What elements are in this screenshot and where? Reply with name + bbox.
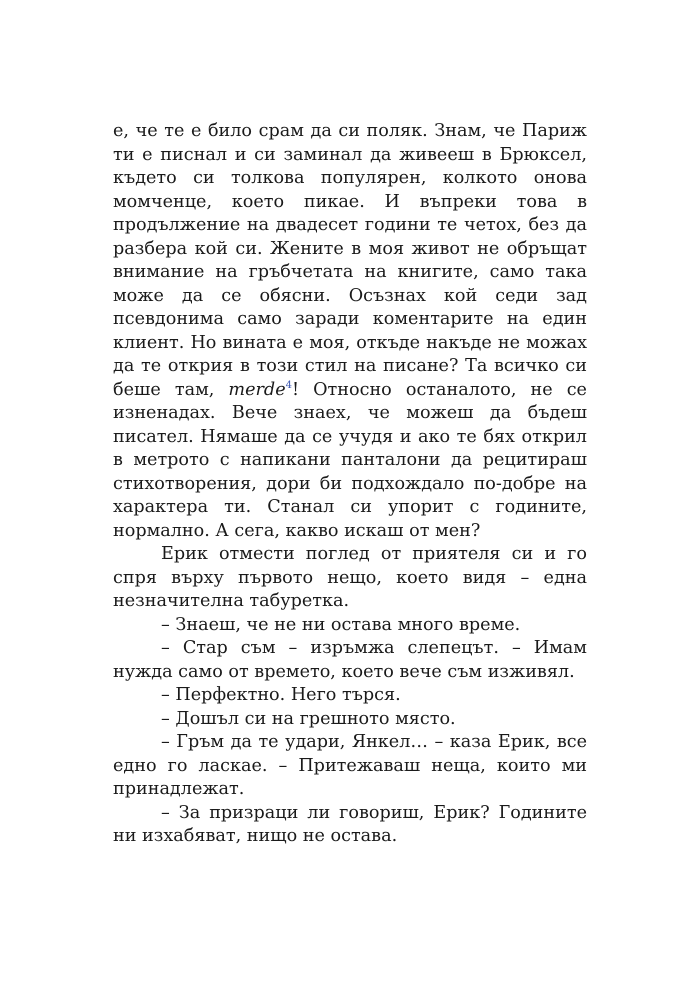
footnote-marker[interactable]: 4 [285, 379, 292, 391]
dialogue-line-1: – Знаеш, че не ни остава много време. [161, 614, 521, 635]
paragraph-1-text-start: е, че те е било срам да си поляк. Знам, че Париж ти е писнал и си заминал да живееш в Брюксел, където си толкова популярен, колкото онова момченце, което пикае. И въпреки това в продължение на двадесет години те четох, без да разбера кой си. Жените в моя живот не обръщат внимание на гръбчетата на книгите, само така може да се обясни. Осъзнах кой седи зад псевдонима само заради коментарите на един клиент. Но вината е моя, откъде накъде не можах да те открия в този стил на писане? Та всичко си беше там, [113, 121, 587, 400]
paragraph-1-text-end: ! Относно останалото, не се изненадах. Вече знаех, че можеш да бъдеш писател. Нямаше да се учудя и ако те бях открил в метрото с напикани панталони да рецитираш стихотворения, дори би подхождало по-добре на характера ти. Станал си упорит с годините, нормално. А сега, какво искаш от мен? [113, 379, 587, 541]
dialogue-line-4: – Дошъл си на грешното място. [161, 708, 456, 729]
dialogue-line-2: – Стар съм – изръмжа слепецът. – Имам нужда само от времето, което вече съм изживял. [113, 638, 587, 682]
italic-word-merde: merde [228, 379, 286, 400]
dialogue-line-3: – Перфектно. Него търся. [161, 685, 401, 705]
dialogue-line-5: – Гръм да те удари, Янкел… – каза Ерик, все едно го ласкае. – Притежаваш неща, които ми принадлежат. [113, 732, 587, 799]
paragraph-2: Ерик отмести поглед от приятеля си и го спря върху първото нещо, което видя – една незначителна табуретка. [113, 544, 587, 611]
dialogue-line-6: – За призраци ли говориш, Ерик? Годините ни изхабяват, нищо не остава. [113, 802, 587, 846]
paragraph-1 [113, 120, 587, 543]
page-body [113, 120, 587, 849]
